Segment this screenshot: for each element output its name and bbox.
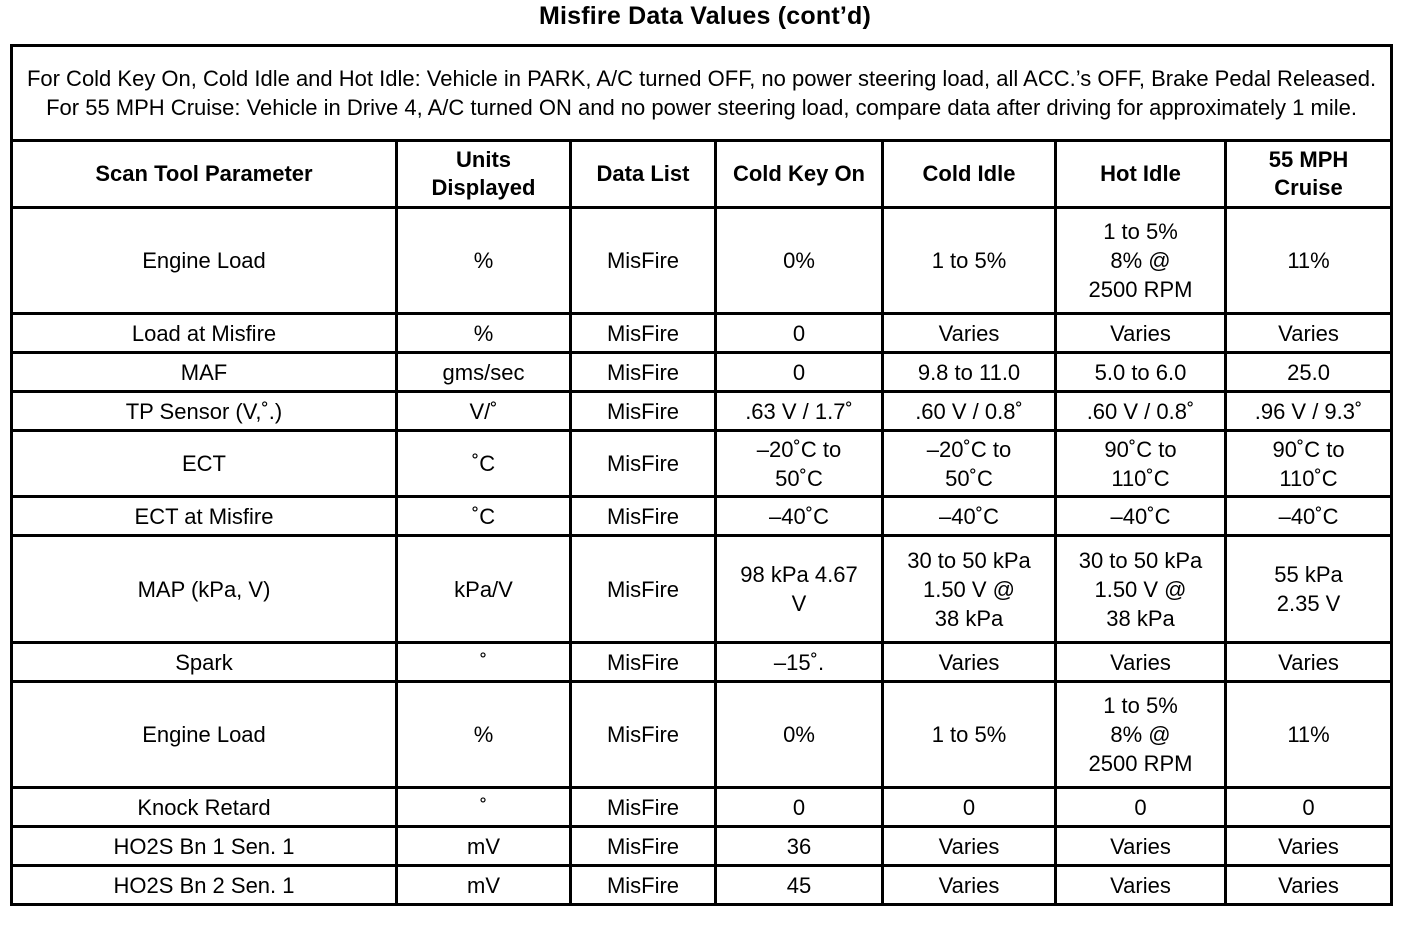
- cell-line: 0: [1134, 794, 1147, 820]
- hot-idle-cell: [1056, 682, 1226, 788]
- data-list-cell: MisFire: [571, 866, 716, 905]
- units-cell: %: [397, 314, 571, 353]
- parameter-cell: HO2S Bn 1 Sen. 1: [12, 827, 397, 866]
- cold-key-on-cell: [716, 497, 883, 536]
- cell-line: Varies: [1278, 872, 1339, 898]
- data-list-cell: MisFire: [571, 682, 716, 788]
- cell-line: 0: [962, 794, 976, 820]
- table-row: [12, 353, 1392, 392]
- header-units-text: Units Displayed: [431, 147, 536, 200]
- cold-idle-cell: [883, 827, 1056, 866]
- cell-line: 0%: [783, 722, 815, 747]
- header-row: [12, 141, 1392, 208]
- parameter-cell: HO2S Bn 2 Sen. 1: [12, 866, 397, 905]
- cell-line: Varies: [1110, 320, 1171, 346]
- header-55-mph-cruise: [1226, 141, 1392, 208]
- cold-idle-cell: [883, 431, 1056, 497]
- table-row: [12, 497, 1392, 536]
- data-list-cell: MisFire: [571, 431, 716, 497]
- cold-key-on-cell: [716, 788, 883, 827]
- cell-line: 1 to 5%: [1103, 693, 1178, 718]
- cell-line: 50˚C: [775, 465, 823, 491]
- cold-key-on-cell: [716, 314, 883, 353]
- table-row: [12, 866, 1392, 905]
- hot-idle-cell: [1056, 208, 1226, 314]
- units-cell: kPa/V: [397, 536, 571, 643]
- cell-line: 45: [786, 872, 812, 898]
- cell-line: 98 kPa 4.67: [740, 562, 858, 587]
- cell-line: 110˚C: [1111, 465, 1170, 491]
- cruise-cell: [1226, 536, 1392, 643]
- cold-idle-cell: [883, 536, 1056, 643]
- cruise-cell: [1226, 314, 1392, 353]
- parameter-cell: Engine Load: [12, 682, 397, 788]
- cell-line: 38 kPa: [934, 605, 1004, 631]
- cold-idle-cell: [883, 682, 1056, 788]
- cold-idle-cell: [883, 497, 1056, 536]
- cell-line: Varies: [1278, 833, 1339, 859]
- cold-key-on-cell: [716, 827, 883, 866]
- units-cell: ˚C: [397, 497, 571, 536]
- notes-row: [12, 46, 1392, 141]
- cell-line: –40˚C: [939, 503, 999, 529]
- cell-line: 90˚C to: [1104, 436, 1177, 462]
- cell-line: Varies: [1278, 649, 1339, 675]
- hot-idle-cell: [1056, 353, 1226, 392]
- cold-key-on-cell: [716, 208, 883, 314]
- cell-line: V: [791, 591, 807, 616]
- units-cell: ˚C: [397, 431, 571, 497]
- cold-idle-cell: [883, 392, 1056, 431]
- cell-line: –40˚C: [1110, 503, 1171, 529]
- units-cell: %: [397, 682, 571, 788]
- units-cell: mV: [397, 827, 571, 866]
- header-scan-tool-parameter: Scan Tool Parameter: [12, 141, 397, 208]
- data-list-cell: MisFire: [571, 536, 716, 643]
- cold-idle-cell: [883, 866, 1056, 905]
- cell-line: 0: [792, 794, 806, 820]
- cell-line: 38 kPa: [1106, 605, 1175, 631]
- table-row: [12, 536, 1392, 643]
- data-list-cell: MisFire: [571, 643, 716, 682]
- cell-line: 1 to 5%: [931, 722, 1007, 747]
- cold-key-on-cell: [716, 536, 883, 643]
- header-units-displayed: [397, 141, 571, 208]
- parameter-cell: Load at Misfire: [12, 314, 397, 353]
- cell-line: 110˚C: [1279, 465, 1338, 491]
- cell-line: –40˚C: [769, 503, 829, 529]
- data-list-cell: MisFire: [571, 827, 716, 866]
- cell-line: .63 V / 1.7˚: [745, 398, 853, 424]
- cell-line: Varies: [938, 649, 1000, 675]
- cruise-cell: [1226, 431, 1392, 497]
- header-cruise-text: 55 MPH Cruise: [1268, 147, 1349, 200]
- cold-key-on-cell: [716, 643, 883, 682]
- parameter-cell: Knock Retard: [12, 788, 397, 827]
- hot-idle-cell: [1056, 497, 1226, 536]
- units-cell: ˚: [397, 788, 571, 827]
- hot-idle-cell: [1056, 536, 1226, 643]
- cruise-cell: [1226, 643, 1392, 682]
- cold-idle-cell: [883, 788, 1056, 827]
- cell-line: 36: [786, 833, 812, 859]
- header-hot-idle: Hot Idle: [1056, 141, 1226, 208]
- data-list-cell: MisFire: [571, 314, 716, 353]
- table-row: [12, 431, 1392, 497]
- cell-line: 0: [792, 320, 806, 346]
- parameter-cell: TP Sensor (V,˚.): [12, 392, 397, 431]
- cell-line: Varies: [1278, 320, 1339, 346]
- header-cold-idle: Cold Idle: [883, 141, 1056, 208]
- hot-idle-cell: [1056, 314, 1226, 353]
- table-row: [12, 208, 1392, 314]
- data-list-cell: MisFire: [571, 788, 716, 827]
- cold-key-on-cell: [716, 353, 883, 392]
- cell-line: Varies: [938, 833, 1000, 859]
- cell-line: 8% @: [1110, 248, 1171, 273]
- page-title: Misfire Data Values (cont’d): [538, 2, 872, 30]
- hot-idle-cell: [1056, 866, 1226, 905]
- hot-idle-cell: [1056, 392, 1226, 431]
- cruise-cell: [1226, 866, 1392, 905]
- cell-line: 30 to 50 kPa: [1078, 547, 1203, 573]
- parameter-cell: ECT: [12, 431, 397, 497]
- table-row: [12, 314, 1392, 353]
- cell-line: .60 V / 0.8˚: [915, 398, 1023, 424]
- cell-line: Varies: [1110, 872, 1171, 898]
- cell-line: –40˚C: [1278, 503, 1339, 529]
- cell-line: .96 V / 9.3˚: [1254, 398, 1363, 424]
- cell-line: 5.0 to 6.0: [1094, 359, 1187, 385]
- cell-line: 2500 RPM: [1088, 751, 1193, 776]
- units-cell: gms/sec: [397, 353, 571, 392]
- units-cell: V/˚: [397, 392, 571, 431]
- cruise-cell: [1226, 392, 1392, 431]
- cell-line: 90˚C to: [1272, 436, 1345, 462]
- cell-line: 25.0: [1287, 359, 1330, 385]
- cell-line: 55 kPa: [1274, 562, 1343, 587]
- data-list-cell: MisFire: [571, 497, 716, 536]
- parameter-cell: Engine Load: [12, 208, 397, 314]
- cell-line: –20˚C to: [756, 436, 842, 462]
- cell-line: 2.35 V: [1276, 591, 1341, 616]
- cell-line: 0%: [783, 248, 815, 273]
- cold-key-on-cell: [716, 866, 883, 905]
- cell-line: 50˚C: [945, 465, 993, 491]
- misfire-data-table: [10, 44, 1393, 906]
- cell-line: 0: [792, 359, 806, 385]
- units-cell: mV: [397, 866, 571, 905]
- table-row: [12, 788, 1392, 827]
- parameter-cell: ECT at Misfire: [12, 497, 397, 536]
- table-row: [12, 392, 1392, 431]
- parameter-cell: Spark: [12, 643, 397, 682]
- cell-line: Varies: [1110, 833, 1171, 859]
- cruise-cell: [1226, 353, 1392, 392]
- cold-idle-cell: [883, 314, 1056, 353]
- data-list-cell: MisFire: [571, 353, 716, 392]
- parameter-cell: MAF: [12, 353, 397, 392]
- cell-line: 11%: [1287, 248, 1330, 273]
- data-list-cell: MisFire: [571, 208, 716, 314]
- cruise-cell: [1226, 208, 1392, 314]
- cell-line: Varies: [1110, 649, 1171, 675]
- cold-key-on-cell: [716, 682, 883, 788]
- cell-line: –20˚C to: [926, 436, 1012, 462]
- data-list-cell: MisFire: [571, 392, 716, 431]
- cruise-cell: [1226, 788, 1392, 827]
- cruise-cell: [1226, 827, 1392, 866]
- cell-line: Varies: [938, 872, 1000, 898]
- cold-key-on-cell: [716, 431, 883, 497]
- parameter-cell: MAP (kPa, V): [12, 536, 397, 643]
- table-row: [12, 682, 1392, 788]
- hot-idle-cell: [1056, 431, 1226, 497]
- table-row: [12, 643, 1392, 682]
- table-row: [12, 827, 1392, 866]
- hot-idle-cell: [1056, 643, 1226, 682]
- units-cell: ˚: [397, 643, 571, 682]
- cruise-cell: [1226, 682, 1392, 788]
- cell-line: 1.50 V @: [922, 576, 1016, 602]
- cell-line: 1 to 5%: [1103, 219, 1178, 244]
- cold-idle-cell: [883, 208, 1056, 314]
- cell-line: 9.8 to 11.0: [917, 359, 1021, 385]
- cell-line: 2500 RPM: [1088, 277, 1193, 302]
- hot-idle-cell: [1056, 827, 1226, 866]
- cold-idle-cell: [883, 353, 1056, 392]
- cell-line: –15˚.: [773, 649, 825, 675]
- conditions-notes: For Cold Key On, Cold Idle and Hot Idle: Vehicle in PARK, A/C turned OFF, no power steering load, all ACC.’s OFF, Brake Pedal Released. For 55 MPH Cruise: Vehicle in Drive 4, A/C turned ON and no power steering load, compare data after driving for approximately 1 mile.: [12, 46, 1392, 141]
- cell-line: 30 to 50 kPa: [907, 547, 1031, 573]
- cell-line: 0: [1302, 794, 1315, 820]
- cell-line: 8% @: [1110, 722, 1171, 747]
- header-data-list: Data List: [571, 141, 716, 208]
- cell-line: 1 to 5%: [931, 248, 1007, 273]
- cell-line: Varies: [938, 320, 1000, 346]
- cell-line: .60 V / 0.8˚: [1086, 398, 1195, 424]
- header-cold-key-on: Cold Key On: [716, 141, 883, 208]
- cell-line: 11%: [1287, 722, 1330, 747]
- hot-idle-cell: [1056, 788, 1226, 827]
- cold-key-on-cell: [716, 392, 883, 431]
- cruise-cell: [1226, 497, 1392, 536]
- cold-idle-cell: [883, 643, 1056, 682]
- cell-line: 1.50 V @: [1094, 576, 1187, 602]
- units-cell: %: [397, 208, 571, 314]
